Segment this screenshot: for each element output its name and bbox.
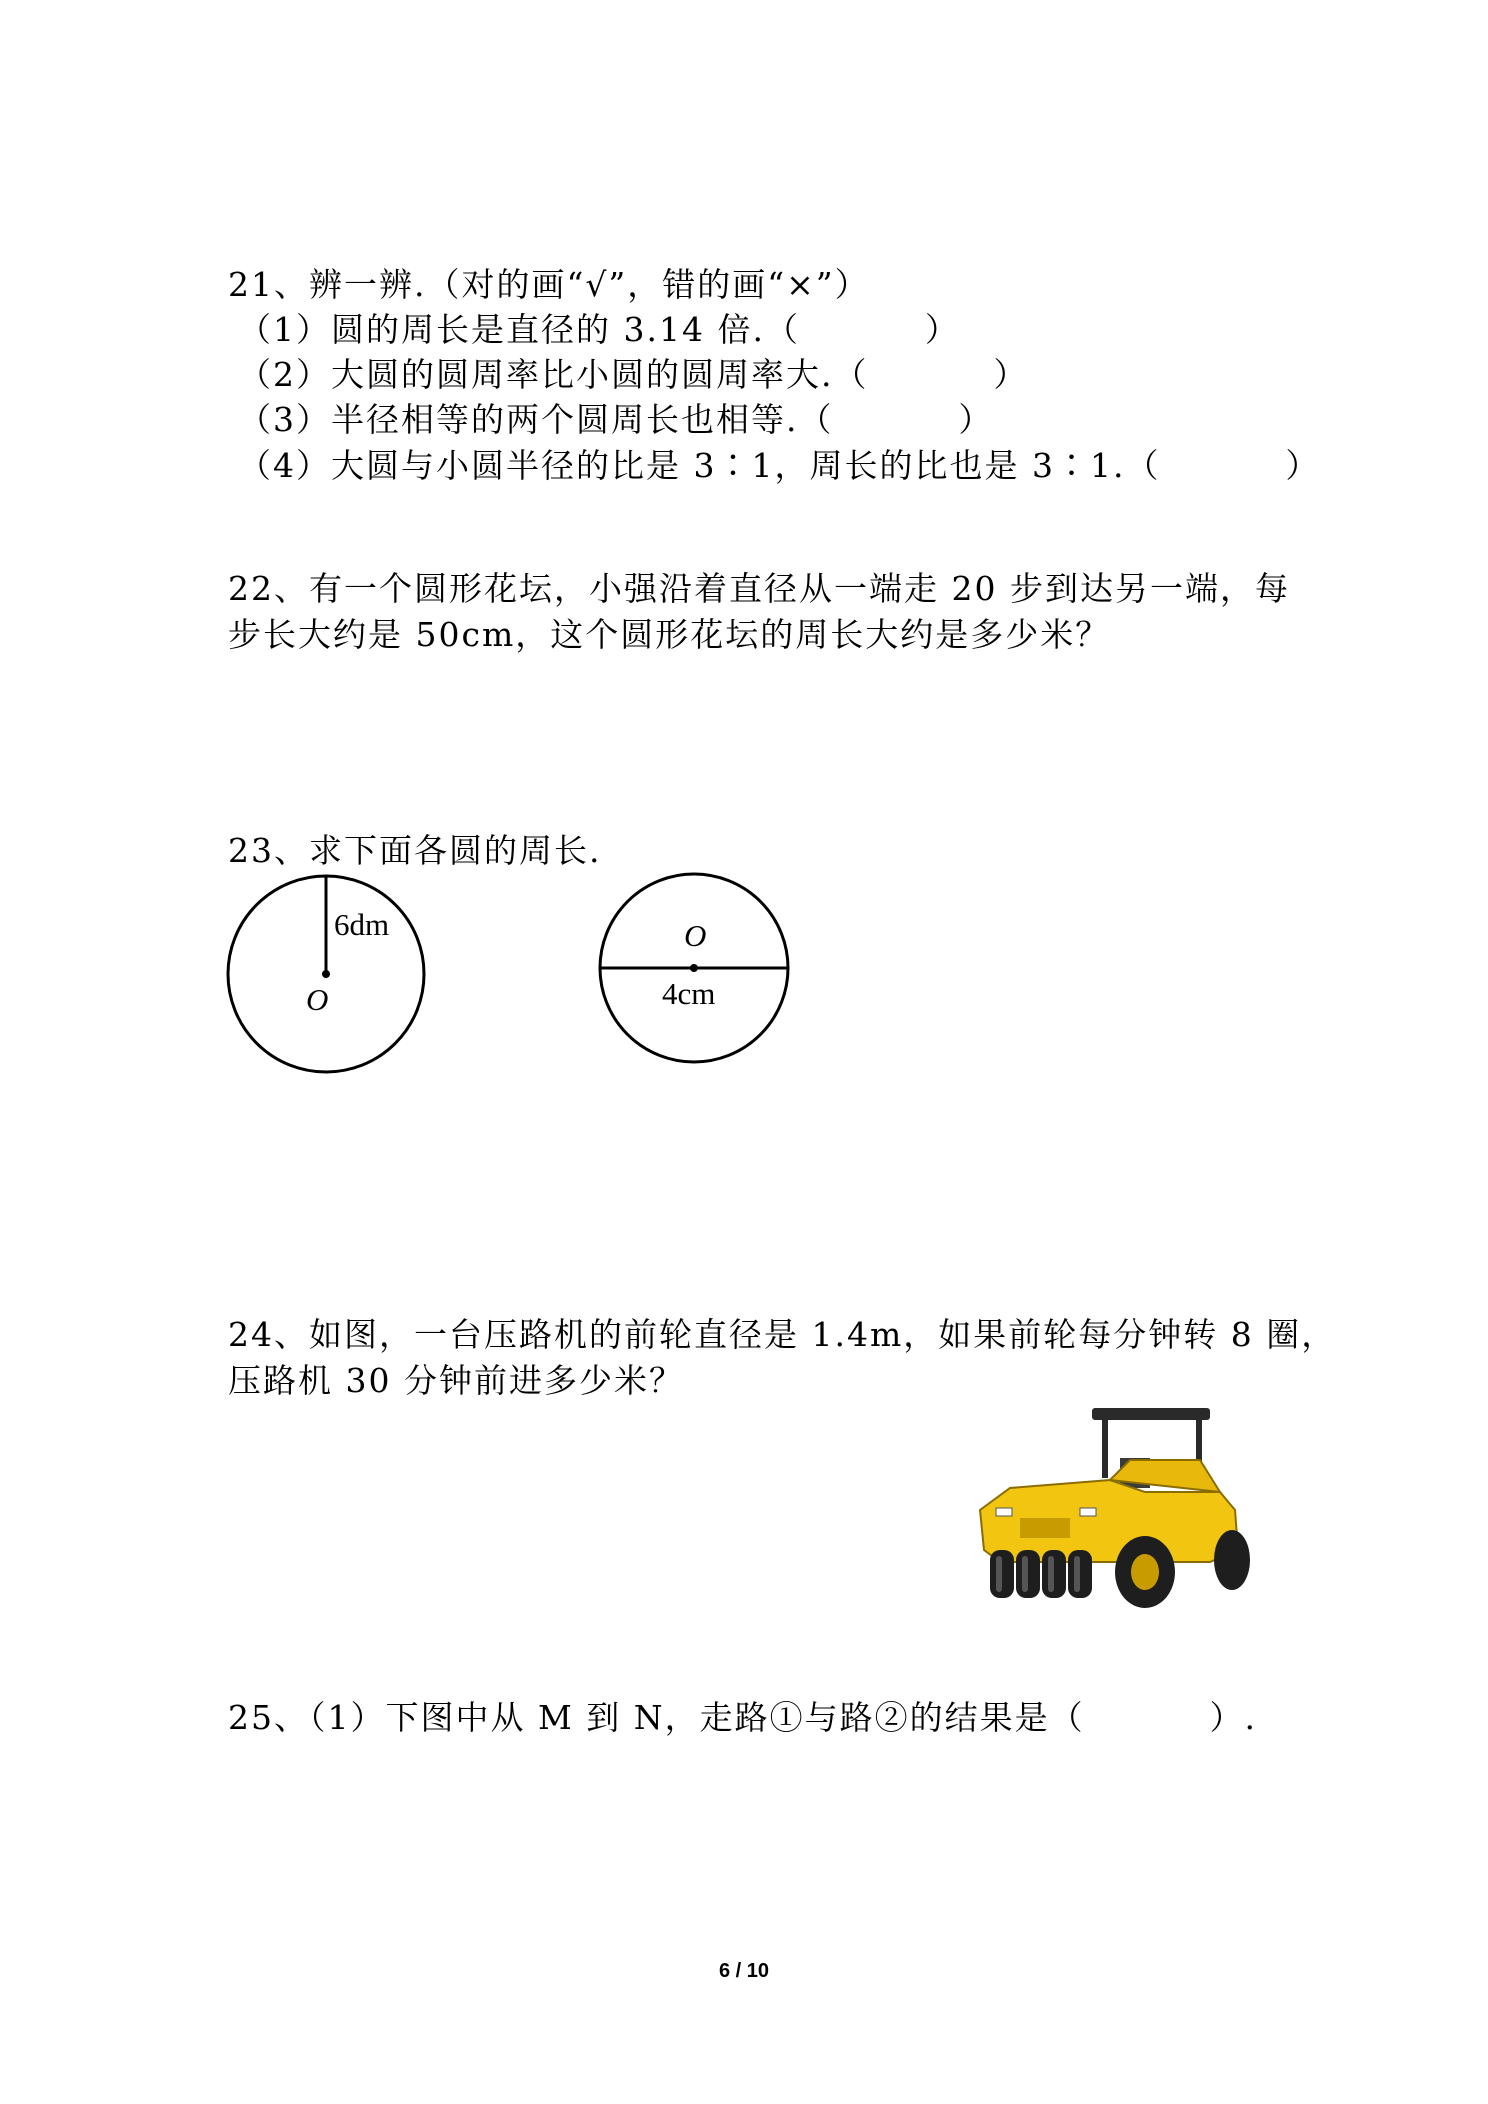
- q21-item-2: （2）大圆的圆周率比小圆的圆周率大.（ ）: [238, 355, 1029, 394]
- q22-line-2: 步长大约是 50cm，这个圆形花坛的周长大约是多少米？: [228, 615, 1111, 654]
- q24-line-2: 压路机 30 分钟前进多少米？: [228, 1361, 684, 1400]
- q21-item-4: （4）大圆与小圆半径的比是 3∶1，周长的比也是 3∶1.（ ）: [238, 446, 1321, 485]
- q21-item-3: （3）半径相等的两个圆周长也相等.（ ）: [238, 400, 994, 439]
- q21-item-1: （1）圆的周长是直径的 3.14 倍.（ ）: [238, 310, 960, 349]
- circle-1-center-label: O: [306, 982, 329, 1017]
- circle-diameter-figure: [590, 870, 800, 1080]
- q22-line-1: 22、有一个圆形花坛，小强沿着直径从一端走 20 步到达另一端，每: [228, 569, 1290, 608]
- circle-2-diameter-label: 4cm: [662, 976, 716, 1011]
- road-roller-image: [970, 1400, 1270, 1615]
- q23-title: 23、求下面各圆的周长.: [228, 831, 602, 870]
- q25-line-1: 25、（1）下图中从 M 到 N，走路①与路②的结果是（ ）.: [228, 1698, 1258, 1737]
- q24-line-1: 24、如图，一台压路机的前轮直径是 1.4m，如果前轮每分钟转 8 圈，: [228, 1315, 1337, 1354]
- circle-1-radius-label: 6dm: [334, 907, 390, 942]
- page-number: 6 / 10: [718, 1960, 770, 1982]
- circle-radius-figure: [222, 870, 432, 1080]
- circle-1-center-dot: [322, 970, 330, 978]
- q21-title: 21、辨一辨.（对的画“√”，错的画“×”）: [228, 265, 870, 304]
- circle-2-center-label: O: [684, 918, 707, 953]
- circle-2-center-dot: [690, 964, 698, 972]
